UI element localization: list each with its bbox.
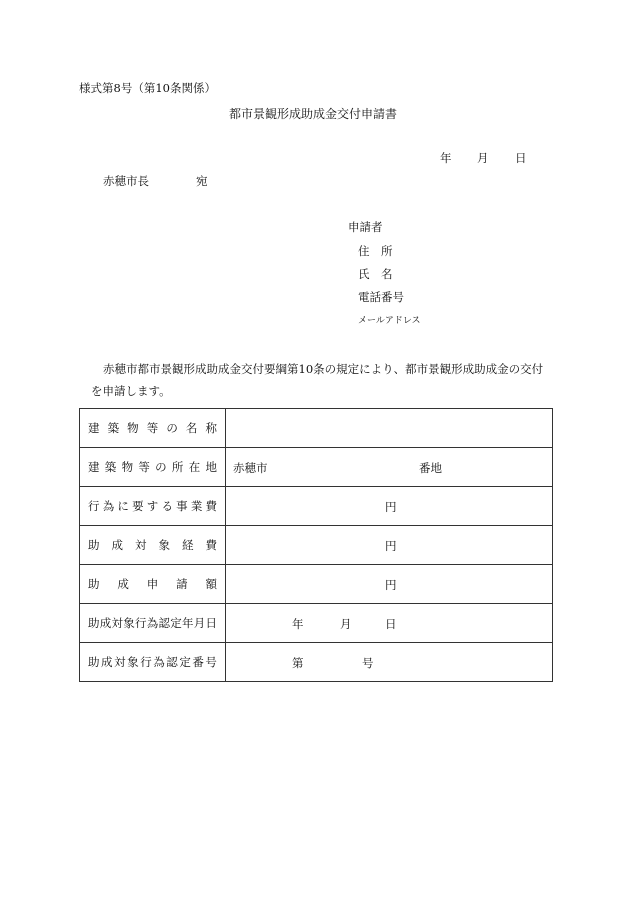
table-row — [80, 565, 553, 604]
applicant-name-label: 氏 名 — [358, 267, 393, 281]
label-char: 所 — [171, 460, 184, 474]
value-unit: 円 — [385, 500, 397, 514]
label-char: 築 — [104, 460, 117, 474]
table-row — [80, 448, 553, 487]
value-year: 年 — [292, 617, 304, 631]
row-label — [80, 526, 226, 565]
row-label-text — [80, 459, 225, 475]
row-label-text — [80, 576, 225, 592]
label-char: 建 — [88, 421, 100, 435]
label-char: 築 — [107, 421, 120, 435]
application-table — [79, 408, 553, 682]
applicant-heading: 申請者 — [348, 220, 383, 234]
label-char: 象 — [123, 616, 135, 630]
date-day: 日 — [515, 151, 527, 165]
table-row — [80, 487, 553, 526]
row-label-text — [80, 615, 225, 631]
value-dai: 第 — [292, 656, 304, 670]
label-char: の — [155, 460, 167, 474]
label-char: 物 — [127, 421, 139, 435]
label-char: 為 — [102, 499, 115, 513]
row-value-field[interactable] — [226, 487, 553, 526]
label-char: す — [146, 499, 159, 513]
row-label — [80, 448, 226, 487]
value-unit: 円 — [385, 578, 397, 592]
label-char: 年 — [182, 616, 194, 630]
label-char: 物 — [121, 460, 134, 474]
label-char: 定 — [170, 616, 182, 630]
label-char: 号 — [205, 655, 217, 669]
label-char: 請 — [176, 577, 188, 591]
label-char: 為 — [153, 655, 165, 669]
label-char: 額 — [205, 577, 217, 591]
label-char: 費 — [205, 499, 217, 513]
value-city: 赤穂市 — [233, 461, 268, 475]
label-char: 行 — [135, 616, 147, 630]
label-char: 助 — [88, 538, 100, 552]
row-label — [80, 565, 226, 604]
row-label — [80, 604, 226, 643]
document-title: 都市景観形成助成金交付申請書 — [229, 107, 398, 121]
label-char: 助 — [88, 655, 100, 669]
value-go: 号 — [362, 656, 374, 670]
table-row — [80, 526, 553, 565]
row-value-field[interactable] — [226, 448, 553, 487]
label-char: 対 — [135, 538, 147, 552]
label-char: 対 — [114, 655, 126, 669]
label-char: 助 — [88, 616, 100, 630]
row-value-field[interactable] — [226, 409, 553, 448]
addressee-honorific: 宛 — [196, 174, 208, 188]
row-label — [80, 487, 226, 526]
label-char: 称 — [205, 421, 217, 435]
applicant-phone-label: 電話番号 — [358, 290, 404, 304]
label-char: 名 — [185, 421, 198, 435]
table-row — [80, 409, 553, 448]
label-char: に — [117, 499, 129, 513]
label-char: 申 — [146, 577, 159, 591]
row-label-text — [80, 498, 225, 514]
label-char: 要 — [132, 499, 144, 513]
row-value-field[interactable] — [226, 526, 553, 565]
label-char: 成 — [101, 655, 113, 669]
body-paragraph — [79, 358, 554, 402]
label-char: 業 — [190, 499, 203, 513]
label-char: 行 — [88, 499, 100, 513]
applicant-email-label: メールアドレス — [358, 316, 421, 326]
row-label-text — [80, 654, 225, 670]
label-char: 等 — [146, 421, 159, 435]
row-value-field[interactable] — [226, 643, 553, 682]
label-char: る — [161, 499, 173, 513]
label-char: 事 — [176, 499, 188, 513]
row-label-text — [80, 420, 225, 436]
label-char: 対 — [111, 616, 123, 630]
addressee — [103, 173, 208, 189]
row-label-text — [80, 537, 225, 553]
row-label — [80, 643, 226, 682]
label-char: 象 — [127, 655, 139, 669]
label-char: 日 — [205, 616, 217, 630]
table-row — [80, 643, 553, 682]
label-char: 建 — [88, 460, 100, 474]
label-char: 認 — [166, 655, 178, 669]
applicant-address-label: 住 所 — [358, 244, 393, 258]
label-char: 月 — [193, 616, 206, 630]
row-value-field[interactable] — [226, 565, 553, 604]
date-year: 年 — [440, 151, 452, 165]
label-char: 成 — [117, 577, 129, 591]
row-label — [80, 409, 226, 448]
date-line — [440, 150, 527, 166]
body-line-2: を申請します。 — [91, 384, 171, 398]
label-char: 番 — [192, 655, 204, 669]
label-char: 認 — [158, 616, 170, 630]
row-value-field[interactable] — [226, 604, 553, 643]
label-char: 等 — [138, 460, 150, 474]
value-unit: 円 — [385, 539, 397, 553]
table-row — [80, 604, 553, 643]
date-month: 月 — [477, 151, 489, 165]
label-char: 費 — [205, 538, 217, 552]
value-day: 日 — [385, 617, 397, 631]
label-char: 在 — [188, 460, 201, 474]
label-char: 行 — [140, 655, 152, 669]
label-char: 成 — [99, 616, 112, 630]
label-char: 成 — [111, 538, 123, 552]
label-char: 経 — [182, 538, 194, 552]
label-char: 象 — [158, 538, 170, 552]
label-char: 為 — [146, 616, 159, 630]
value-lot: 番地 — [419, 461, 442, 475]
label-char: 定 — [179, 655, 191, 669]
body-line-1: 赤穂市都市景観形成助成金交付要綱第10条の規定により、都市景観形成助成金の交付 — [103, 362, 544, 376]
label-char: 助 — [88, 577, 100, 591]
label-char: の — [166, 421, 178, 435]
label-char: 地 — [205, 460, 217, 474]
form-number: 様式第8号（第10条関係） — [79, 81, 216, 95]
value-month: 月 — [340, 617, 352, 631]
addressee-mayor: 赤穂市長 — [103, 174, 149, 188]
